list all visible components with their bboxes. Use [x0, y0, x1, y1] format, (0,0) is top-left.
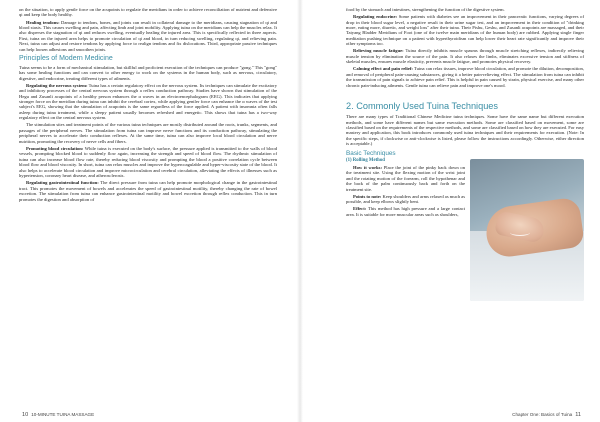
- paragraph-lead: Healing tendons:: [26, 19, 60, 25]
- heading-commonly-used-techniques: 2. Commonly Used Tuina Techniques: [346, 101, 499, 112]
- paragraph-lead: Regulating endocrine:: [353, 14, 398, 20]
- rolling-method-section: [346, 158, 584, 217]
- page-number: 10: [22, 412, 29, 418]
- rolling-method-photo: [470, 159, 584, 301]
- paragraph-blood-circulation: [19, 146, 277, 179]
- paragraph: Tuina seems to be a form of mechanical stimulation, but skillful and proficient execution of the techniques can produce "gong." This "gong" has some healing functions and can convert to other energy to work on the systems in the human body, such as nervous, circulatory, digestive, and endocrine, treating different types of ailments.: [19, 64, 277, 81]
- paragraph: food by the stomach and intestines, strengthening the function of the digestive system.: [346, 7, 505, 12]
- left-folio: [19, 412, 94, 418]
- running-title: Chapter One: Basics of Tuina: [512, 412, 573, 417]
- left-text-column: [19, 7, 277, 204]
- paragraph: The stimulation sites and treatment points of the various tuina techniques are mostly distributed around the roots, trunks, segments, and passages of the peripheral nerves. The stimulation from tuina can improve nerve functions and its conduction pathway, stimulating the peripheral nerves to accelerate their conduction reflexes. At the same time, tuina can also improve local blood circulation and nerve nutrition, promoting the recovery of nerve cells and fibers.: [19, 122, 277, 144]
- right-folio: [512, 412, 584, 418]
- paragraph-body: While tuina is executed on the body's surface, the pressure applied is transmitted to the walls of blood vessels, prompting blocked blood to suddenly flow again, increasing the strength and speed of blood flow. The rhythmic stimulation of tuina can also increase blood flow rate, thereby reducing blood viscosity and prompting the blood a positive correlation cycle between blood flow and blood viscosity. In short, tuina can relax muscles and improve the hypercoagulable and hyper-viscosity state of the blood. It also helps to accelerate blood circulation and improve microcirculation and cerebral circulation, alleviating the effects of illnesses such as hypertension, coronary heart disease, and atherosclerosis.: [19, 145, 277, 179]
- paragraph-body: Tuina can relax tissues, improve blood circulation, and promote the dilution, decomposition, and removal of peripheral pain-causing substances, giving it a better pain-relieving effect. The stimulation from tuina can inhibit the transmission of pain signals to achieve pain relief. This is helpful in pain caused by strain, physical exercise, and many other chronic pain-inducing ailments. Gentle tuina can relieve pain and improve one's mood.: [346, 66, 584, 88]
- paragraph-gastrointestinal: [19, 180, 277, 202]
- paragraph-body: The direct pressure from tuina can help promote morphological change in the gastrointestinal tract. This promotes the movement of bowels and accelerates the speed of gastrointestinal motility, thereby changing the rate of bowel excretion. The stimulation from tuina can enhance gastrointestinal motility and bowel excretion through reflex conduction. This in turn promotes the digestion and absorption of: [19, 180, 278, 202]
- paragraph-muscle-fatigue: [346, 48, 584, 64]
- paragraph: There are many types of Traditional Chinese Medicine tuina techniques. Some have the same name but different execution methods, and some have different names but same execution methods. Some are classified based on movement, some are classified based on the requirements of the respective methods, and some are classified based on how they are executed. For easy mastery and application, this book introduces commonly used tuina techniques and their requirements for execution. (Note: In the specific steps, if clockwise or anti-clockwise is listed, please follow the instructions accordingly. Otherwise, either direction is acceptable.): [346, 114, 584, 147]
- paragraph-pain-relief: [346, 66, 584, 88]
- paragraph-healing-tendons: [19, 20, 277, 53]
- paragraph-body: Some patients with diabetes see an improvement in their pancreatic functions, varying degrees of drop in their blood sugar level, a negative result in their urine sugar test, and an improvement in their condition of "drinking more, eating more, diuretic, and weight loss" after their tuina. Their Pishu, Geshu, and Zusanli acupoints are massaged, and their Taiyang Bladder Meridians of Foot (one of the twelve main meridians of the human body) are rubbed. Applying single finger meditation pushing technique on a patient with hyperthyroidism can help lower their heart rate significantly and improve their other symptoms too.: [346, 14, 584, 47]
- paragraph-body: Tuina directly inhibits muscle spasms through muscle stretching reflexes, indirectly relieving muscle tension by elimination the source of the pain. It also relaxes the limbs, eliminates excessive tension and stiffness of skeletal muscles, ensures muscle elasticity, prevents muscle fatigue, and promotes physical recovery.: [346, 48, 585, 65]
- paragraph-body: This method has high pressure and a large contact area. It is suitable for more muscular areas such as shoulders,: [346, 206, 465, 217]
- paragraph: on the situation, to apply gentle force on the acupoints to regulate the meridians in order to achieve reconciliation of nutrient and defensive qi and keep the body healthy.: [19, 7, 277, 18]
- running-title: 10-MINUTE TUINA MASSAGE: [31, 412, 95, 417]
- paragraph-lead: Calming effect and pain relief:: [353, 66, 413, 72]
- heading-principles-modern-medicine: Principles of Modern Medicine: [19, 55, 113, 63]
- heading-rolling-method: (1) Rolling Method: [346, 158, 385, 164]
- paragraph-lead: Regulating gastrointestinal function:: [26, 180, 99, 186]
- heading-basic-techniques: Basic Techniques: [346, 149, 396, 157]
- paragraph-body: Place the joint of the pinky back down on the treatment site. Using the flexing motion of the wrist joint and the rotating motion of the forearm, roll the hypothenar and the back of the palm continuously back and forth on the treatment site.: [346, 164, 465, 192]
- paragraph-lead: Promoting blood circulation:: [26, 145, 84, 151]
- paragraph-lead: Regulating the nervous system:: [26, 82, 88, 88]
- paragraph-body: Damage to tendons, bones, and joints can result in collateral damage to the meridians, causing stagnation of qi and blood stasis. This causes swelling and pain, affecting limb and joint mobility. Applying tuina on the meridians can help the muscles relax. It also disperses the stagnation of qi and reduces swelling, eventually healing the injured area. This is specifically reflected in three aspects. First, tuina on the injured area helps to promote circulation of qi and blood, in turn reducing swelling, regulating qi, and relieving pain. Next, tuina can adjust and restore tendons by applying force to realign tendons and fix dislocations. Third, appropriate passive techniques can help loosen adhesions and smoothen joints.: [19, 19, 278, 52]
- paragraph-lead: Points to note:: [353, 193, 382, 199]
- paragraph-nervous-system: [19, 83, 277, 121]
- paragraph-lead: Relieving muscle fatigue:: [353, 48, 404, 54]
- paragraph-lead: Effect:: [353, 206, 367, 212]
- paragraph-body: Tuina has a certain regulatory effect on the nervous system. Its techniques can stimulate the excitatory and inhibitory processes of the central nervous system through a reflex conduction pathway. Studies have shown that stimulation of the Hegu and Zusanli acupoints of a healthy person enhances the α waves in an electroencephalogram (EEG). This indicates that applying stronger force on the meridian during tuina can inhibit the cerebral cortex, while applying gentler force can enhance the α waves of the test subject's EEG, showing that the stimulation of acupoints is the same regardless of the force applied. A patient with insomnia often falls asleep during tuina treatment, while a sleepy patient usually becomes refreshed and energetic. This shows that tuina has a two-way regulatory effect on the central nervous system.: [19, 82, 277, 121]
- page-number: 11: [575, 412, 581, 418]
- paragraph-body: Keep shoulders and arms relaxed as much as possible, and keep elbows slightly bent.: [346, 193, 465, 205]
- paragraph-endocrine: [346, 14, 584, 47]
- paragraph-lead: How it works:: [353, 164, 382, 170]
- right-page: [300, 0, 600, 422]
- right-text-column: [346, 7, 584, 303]
